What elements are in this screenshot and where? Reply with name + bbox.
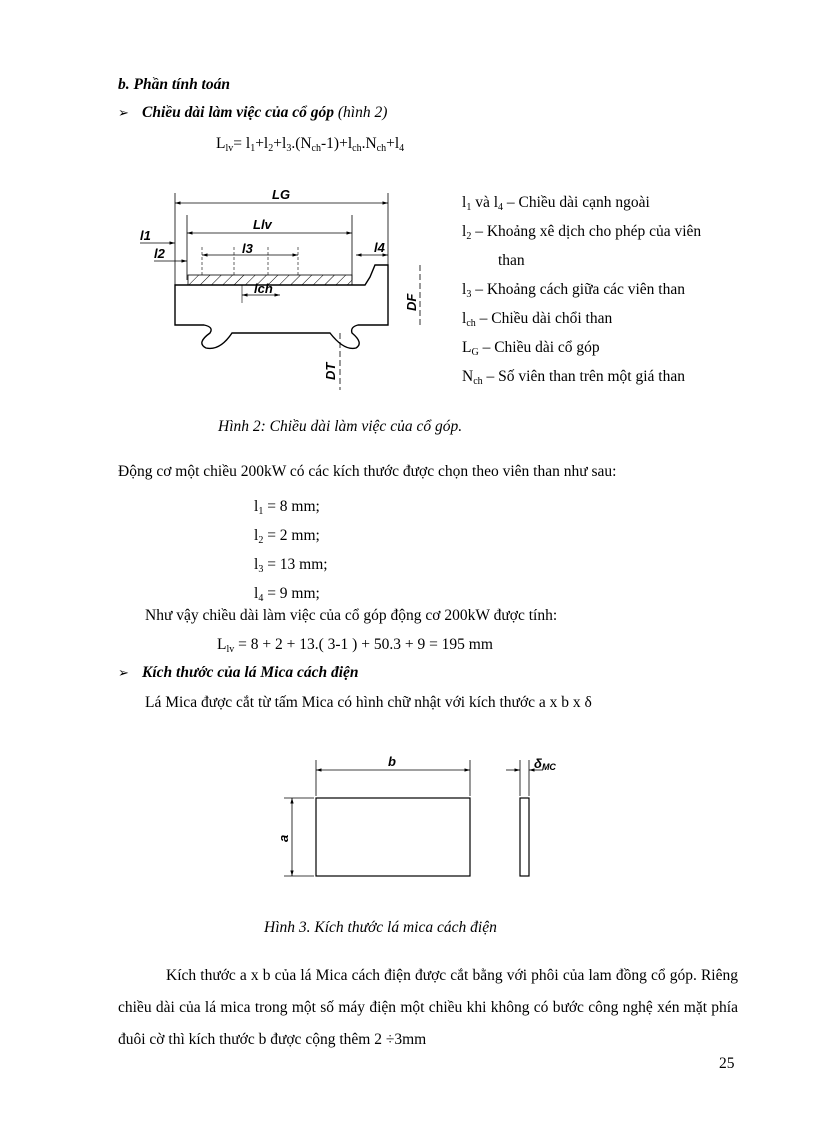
value-item: $l_3 = 13$ mm;: [254, 556, 328, 575]
subheading-commutator-length: [118, 104, 387, 122]
legend-item: $l_{ch}$ – Chiều dài chổi than: [462, 310, 613, 329]
legend-item: $N_{ch}$ – Số viên than trên một giá than: [462, 368, 685, 387]
subheading-mica-size: [118, 664, 359, 682]
mica-rectangle: [316, 798, 470, 876]
label-delta-mc: δMC: [534, 756, 556, 772]
label-lg: LG: [272, 187, 291, 202]
fig2-legend: [462, 188, 701, 391]
fig3-caption: Hình 3. Kích thước lá mica cách điện: [264, 919, 497, 936]
section-title: b. Phần tính toán: [118, 76, 230, 93]
value-item: $l_4 = 9$ mm;: [254, 585, 320, 604]
label-lch: lch: [254, 281, 273, 296]
commutator-diagram: [130, 185, 440, 395]
subheading-text: Kích thước của lá Mica cách điện: [142, 664, 359, 681]
intro-text: Động cơ một chiều 200kW có các kích thước được chọn theo viên than như sau:: [118, 463, 617, 480]
values-list: [254, 492, 328, 608]
value-item: $l_1 = 8$ mm;: [254, 498, 320, 517]
formula-main: $L_{lv}= l_1+l_2+l_3.(N_{ch}-1)+l_{ch}.N_{ch}+l_4$: [216, 135, 405, 154]
arrow-bullet-icon: ➢: [118, 105, 129, 120]
result-intro: Như vậy chiều dài làm việc của cổ góp động cơ 200kW được tính:: [145, 607, 558, 624]
legend-item: $l_2$ – Khoảng xê dịch cho phép của viên: [462, 223, 702, 242]
legend-item: $l_3$ – Khoảng cách giữa các viên than: [462, 281, 685, 300]
mica-side-view: [520, 798, 529, 876]
legend-item: $L_G$ – Chiều dài cổ góp: [462, 339, 600, 358]
page-number: 25: [719, 1055, 735, 1072]
label-a: a: [276, 834, 291, 842]
figure-ref: (hình 2): [334, 104, 388, 121]
label-b: b: [388, 754, 396, 769]
result-formula: $L_{lv} = 8 + 2 + 13$.( 3-1 ) + 50.3 + 9 = 195 mm: [217, 636, 493, 655]
subheading-text: Chiều dài làm việc của cổ góp: [142, 104, 335, 121]
mica-intro: Lá Mica được cắt từ tấm Mica có hình chữ nhật với kích thước a x b x δ: [145, 694, 592, 711]
label-l4: l4: [374, 240, 385, 255]
legend-item: $l_1$ và $l_4$ – Chiều dài cạnh ngoài: [462, 194, 650, 213]
mica-sheet-diagram: [270, 748, 600, 888]
label-df: DF: [404, 293, 419, 311]
body-paragraph: Kích thước a x b của lá Mica cách điện được cắt bằng với phôi của lam đồng cổ góp. Riêng chiều dài của lá mica trong một số máy điện một chiều khi không có bước công nghệ xén mặt phía đuôi cờ thì kích thước b được cộng thêm 2 ÷3mm: [118, 967, 738, 1048]
label-l1: l1: [140, 228, 151, 243]
legend-item: than: [498, 252, 525, 269]
label-l3: l3: [242, 241, 253, 256]
label-l2: l2: [154, 246, 165, 261]
value-item: $l_2 = 2$ mm;: [254, 527, 320, 546]
fig2-caption: Hình 2: Chiều dài làm việc của cổ góp.: [218, 418, 463, 435]
arrow-bullet-icon: ➢: [118, 665, 129, 680]
label-llv: Llv: [253, 217, 272, 232]
label-dt: DT: [323, 362, 338, 380]
